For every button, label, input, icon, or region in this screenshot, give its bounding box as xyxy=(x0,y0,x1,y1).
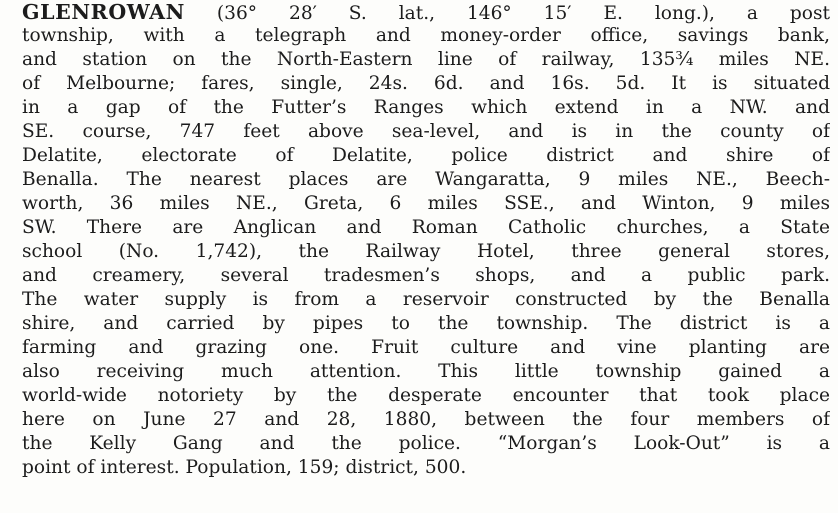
entry-line: the Kelly Gang and the police. “Morgan’s Look-Out” is a xyxy=(22,433,830,454)
entry-line: farming and grazing one. Fruit culture and vine planting are xyxy=(22,337,830,358)
entry-line: Benalla. The nearest places are Wangaratta, 9 miles NE., Beech- xyxy=(22,169,830,190)
entry-line: also receiving much attention. This little township gained a xyxy=(22,361,830,382)
entry-line-1 xyxy=(22,0,830,24)
entry-line: here on June 27 and 28, 1880, between the four members of xyxy=(22,409,830,430)
entry-line: SW. There are Anglican and Roman Catholic churches, a State xyxy=(22,217,830,238)
entry-line: and station on the North-Eastern line of railway, 135¾ miles NE. xyxy=(22,49,830,70)
entry-line: and creamery, several tradesmen’s shops, and a public park. xyxy=(22,265,830,286)
entry-line: world-wide notoriety by the desperate encounter that took place xyxy=(22,385,830,406)
entry-line: SE. course, 747 feet above sea-level, and is in the county of xyxy=(22,121,830,142)
entry-line: in a gap of the Futter’s Ranges which extend in a NW. and xyxy=(22,97,830,118)
entry-headword: GLENROWAN xyxy=(22,0,185,24)
entry-coordinates: (36° 28′ S. lat., 146° 15′ E. long.), a post xyxy=(216,3,830,24)
gazetteer-entry xyxy=(22,0,830,480)
entry-line: worth, 36 miles NE., Greta, 6 miles SSE., and Winton, 9 miles xyxy=(22,193,830,214)
entry-line: township, with a telegraph and money-order office, savings bank, xyxy=(22,25,830,46)
entry-line-last: point of interest. Population, 159; district, 500. xyxy=(22,457,467,478)
entry-line: The water supply is from a reservoir constructed by the Benalla xyxy=(22,289,830,310)
entry-line: school (No. 1,742), the Railway Hotel, three general stores, xyxy=(22,241,830,262)
entry-line: of Melbourne; fares, single, 24s. 6d. and 16s. 5d. It is situated xyxy=(22,73,830,94)
entry-line: shire, and carried by pipes to the township. The district is a xyxy=(22,313,830,334)
entry-line: Delatite, electorate of Delatite, police district and shire of xyxy=(22,145,830,166)
